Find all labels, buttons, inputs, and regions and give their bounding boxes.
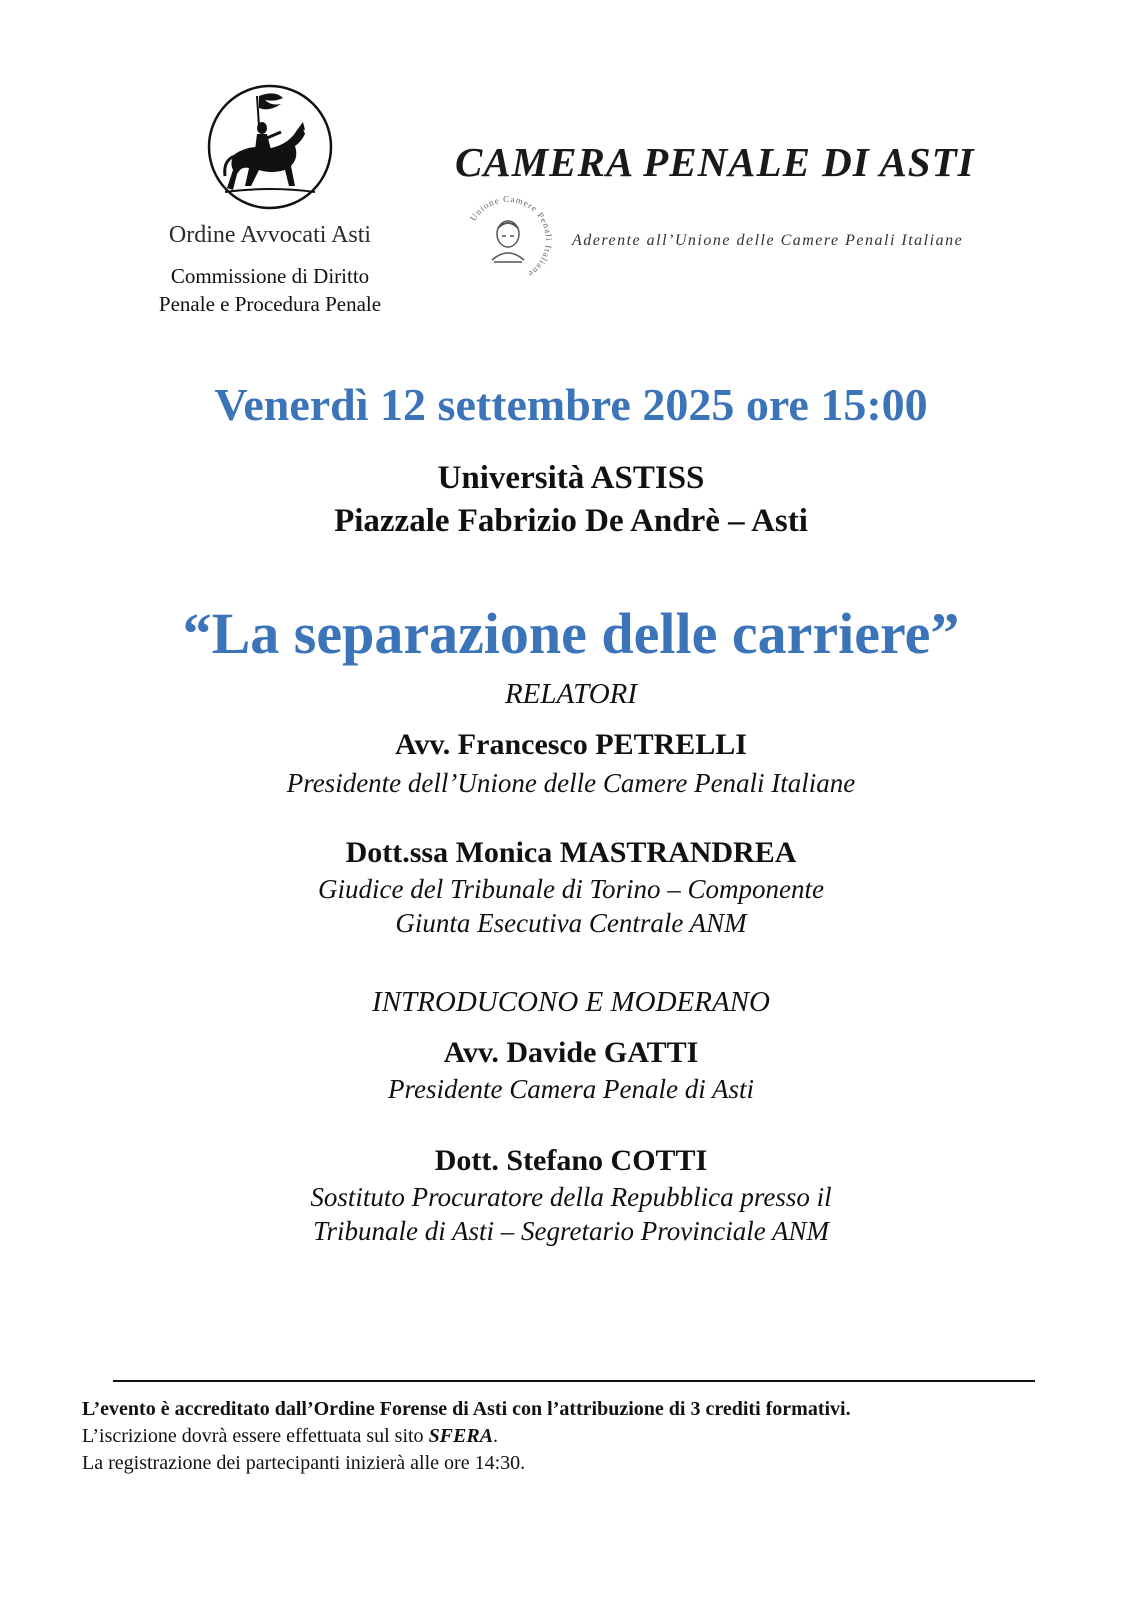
portrait-seal-icon [458,190,558,290]
venue-line-2: Piazzale Fabrizio De Andrè – Asti [334,503,808,539]
speaker-name: Avv. Davide GATTI [443,1036,699,1069]
speaker-name: Dott. Stefano COTTI [434,1144,708,1177]
speaker-role: Presidente Camera Penale di Asti [388,1074,754,1104]
registration-note [82,1425,1122,1448]
speaker-role: Giunta Esecutiva Centrale ANM [395,908,747,938]
event-date: Venerdì 12 settembre 2025 ore 15:00 [214,379,928,430]
seal-text: Unione Camere Penali Italiane [467,193,555,280]
start-registration-note: La registrazione dei partecipanti inizierà alle ore 14:30. [82,1452,526,1474]
registration-suffix: . [493,1425,499,1447]
commissione-line-1: Commissione di Diritto [170,264,370,288]
moderatori-label: INTRODUCONO E MODERANO [372,986,770,1018]
registration-site: SFERA [428,1425,494,1447]
ordine-logo [205,82,335,212]
knight-on-horse-icon [205,82,335,212]
speaker-role: Presidente dell’Unione delle Camere Penali Italiane [286,768,856,798]
speaker-role: Tribunale di Asti – Segretario Provinciale ANM [313,1216,829,1246]
footer-divider [113,1380,1035,1382]
ordine-name: Ordine Avvocati Asti [168,222,372,248]
speaker-role: Sostituto Procuratore della Repubblica presso il [310,1182,832,1212]
relatori-label: RELATORI [504,678,638,710]
camera-penale-title: CAMERA PENALE DI ASTI [455,139,975,185]
commissione-line-2: Penale e Procedura Penale [158,292,382,316]
aderente-line: Aderente all’Unione delle Camere Penali Italiane [572,232,964,249]
speaker-role: Giudice del Tribunale di Torino – Componente [318,874,824,904]
registration-prefix: L’iscrizione dovrà essere effettuata sul sito [82,1425,429,1447]
accreditation-note: L’evento è accreditato dall’Ordine Forense di Asti con l’attribuzione di 3 crediti formativi. [82,1398,851,1420]
ucpi-seal [458,190,558,290]
event-title: “La separazione delle carriere” [182,601,960,666]
svg-text:Unione Camere Penali Italiane [468,194,554,280]
venue-line-1: Università ASTISS [437,460,705,496]
speaker-name: Avv. Francesco PETRELLI [395,728,747,761]
speaker-name: Dott.ssa Monica MASTRANDREA [345,836,797,869]
